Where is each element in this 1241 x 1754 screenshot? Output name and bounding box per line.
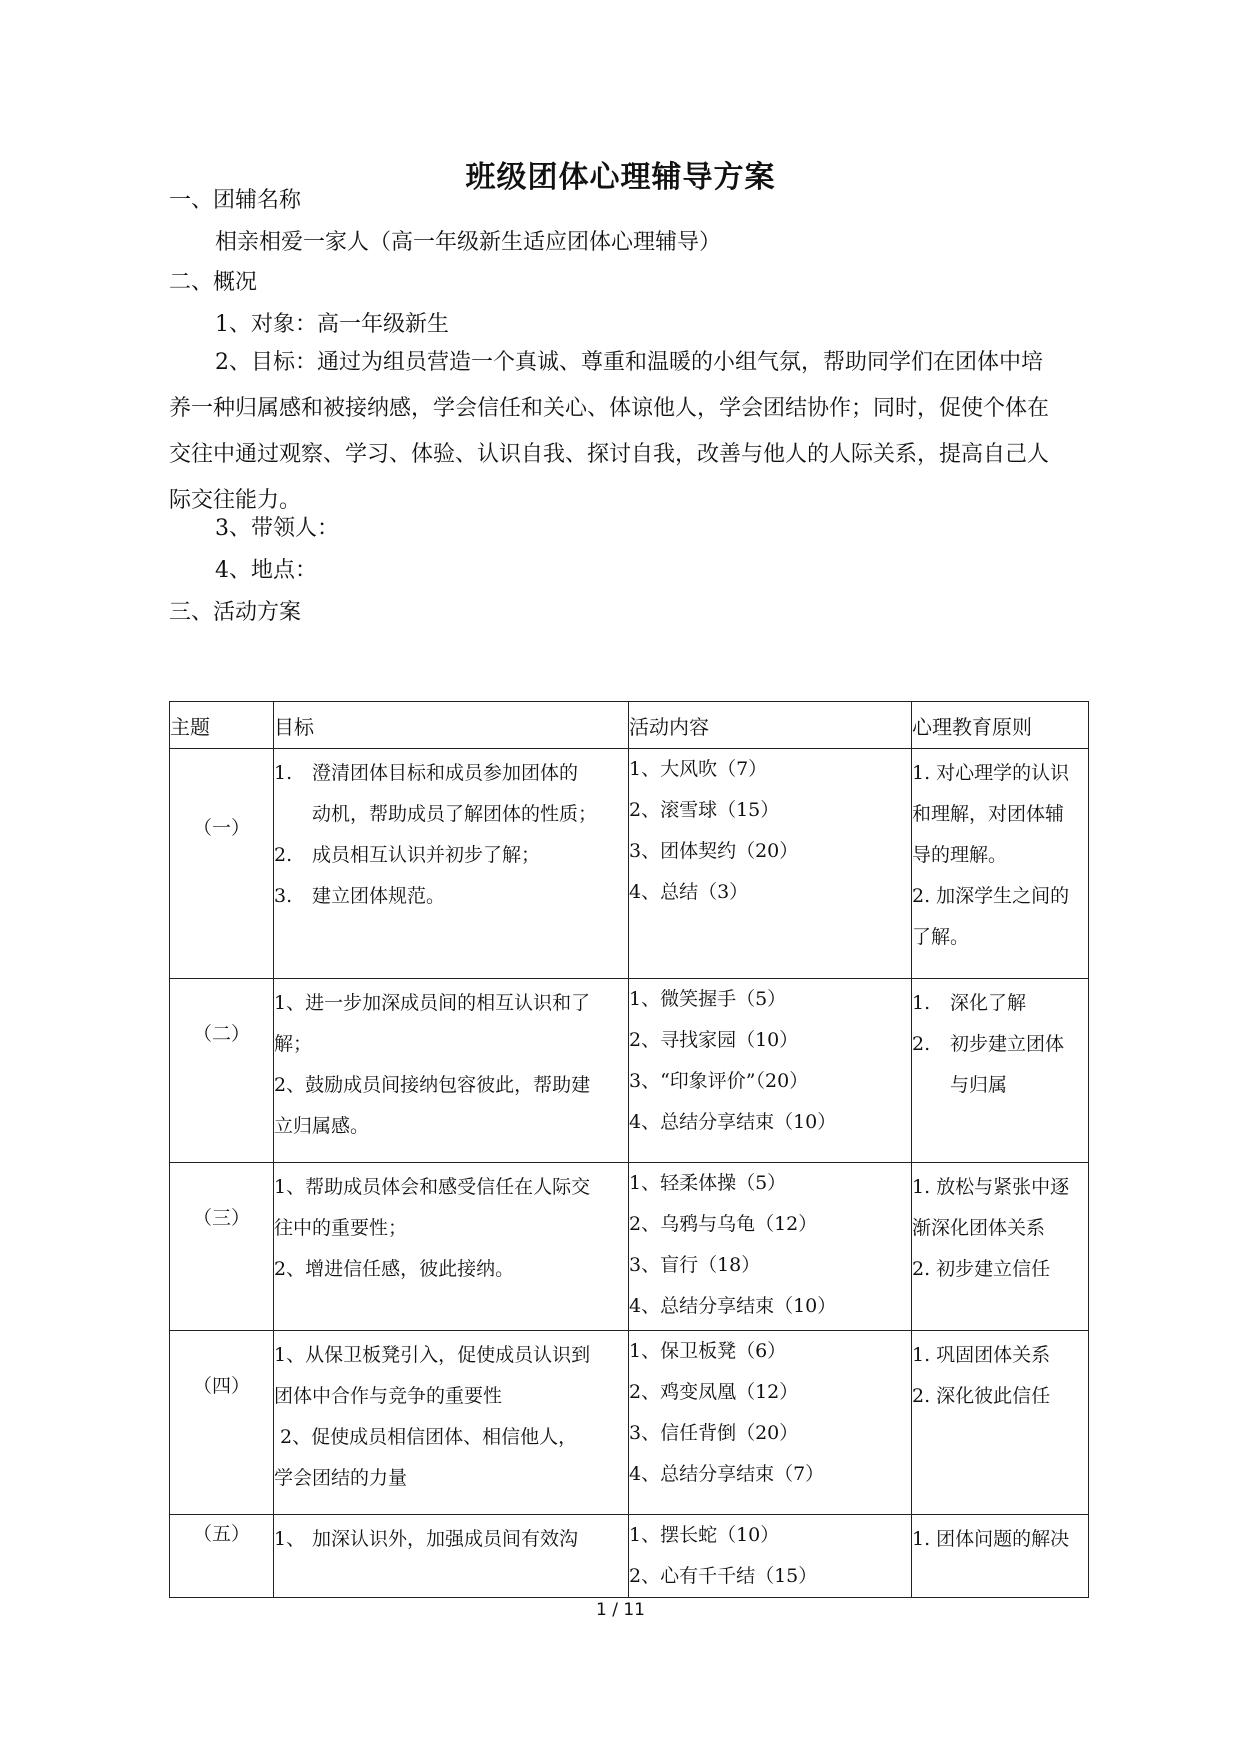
activities-cell bbox=[629, 749, 912, 979]
principles-cell bbox=[912, 749, 1089, 979]
goal-number: 2. bbox=[274, 844, 293, 866]
principles-cell bbox=[912, 1331, 1089, 1515]
activity-item: 1、轻柔体操（5） bbox=[629, 1172, 787, 1194]
activity-item: 4、总结分享结束（7） bbox=[629, 1463, 825, 1485]
activity-item: 2、鸡变凤凰（12） bbox=[629, 1381, 799, 1403]
principle-line: 1. 放松与紧张中逐 bbox=[912, 1176, 1070, 1198]
activity-item: 4、总结（3） bbox=[629, 881, 749, 903]
goal-text: 2、鼓励成员间接纳包容彼此，帮助建 bbox=[274, 1074, 591, 1096]
document-title: 班级团体心理辅导方案 bbox=[465, 160, 776, 195]
activities-cell bbox=[629, 1163, 912, 1331]
goal-text: 解； bbox=[274, 1033, 313, 1055]
principles-cell bbox=[912, 1515, 1089, 1598]
goal-number: 1. bbox=[274, 762, 293, 784]
activities-cell bbox=[629, 979, 912, 1163]
principles-cell bbox=[912, 1163, 1089, 1331]
table-row bbox=[170, 1331, 1089, 1515]
principle-line: 2. 初步建立信任 bbox=[912, 1258, 1051, 1280]
goals-cell bbox=[274, 979, 629, 1163]
activity-item: 2、乌鸦与乌龟（12） bbox=[629, 1213, 818, 1235]
principle-line: 渐深化团体关系 bbox=[912, 1217, 1046, 1239]
activity-item: 4、总结分享结束（10） bbox=[629, 1295, 837, 1317]
principle-line: 2. 深化彼此信任 bbox=[912, 1385, 1051, 1407]
goal-text: 1、进一步加深成员间的相互认识和了 bbox=[274, 992, 591, 1014]
principle-line: 1. 巩固团体关系 bbox=[912, 1344, 1051, 1366]
goal-number: 3. bbox=[274, 885, 293, 907]
activity-item: 3、盲行（18） bbox=[629, 1254, 761, 1276]
goal-text: 立归属感。 bbox=[274, 1115, 370, 1137]
goals-cell bbox=[274, 1515, 629, 1598]
goal-text: 动机，帮助成员了解团体的性质； bbox=[312, 803, 598, 825]
table-header-row bbox=[170, 702, 1089, 749]
goal-number: 1、 bbox=[274, 1528, 306, 1550]
goal-text: 1、帮助成员体会和感受信任在人际交 bbox=[274, 1176, 591, 1198]
header-theme: 主题 bbox=[170, 702, 274, 749]
activity-item: 3、信任背倒（20） bbox=[629, 1422, 799, 1444]
theme-cell: （三） bbox=[170, 1163, 274, 1331]
page-number: 1 / 11 bbox=[596, 1600, 645, 1620]
activity-item: 3、团体契约（20） bbox=[629, 840, 799, 862]
principle-text: 初步建立团体 bbox=[950, 1033, 1065, 1055]
goals-cell bbox=[274, 749, 629, 979]
activity-item: 3、“印象评价”（20） bbox=[629, 1070, 809, 1092]
principles-cell bbox=[912, 979, 1089, 1163]
activities-cell bbox=[629, 1515, 912, 1598]
table-row bbox=[170, 979, 1089, 1163]
goal-text: 往中的重要性； bbox=[274, 1217, 408, 1239]
principle-text: 与归属 bbox=[950, 1074, 1008, 1096]
goal-text: 成员相互认识并初步了解； bbox=[312, 844, 541, 866]
section-2-heading: 二、概况 bbox=[169, 270, 258, 295]
goals-cell bbox=[274, 1163, 629, 1331]
theme-cell: （五） bbox=[170, 1515, 274, 1598]
overview-item-1: 1、对象：高一年级新生 bbox=[215, 312, 449, 337]
section-1-heading: 一、团辅名称 bbox=[169, 188, 302, 213]
activity-item: 2、滚雪球（15） bbox=[629, 799, 780, 821]
principle-line: 2. 加深学生之间的 bbox=[912, 885, 1070, 907]
activity-item: 1、大风吹（7） bbox=[629, 758, 768, 780]
activity-item: 1、摆长蛇（10） bbox=[629, 1524, 780, 1546]
overview-item-4: 4、地点： bbox=[215, 558, 317, 583]
goal-text: 澄清团体目标和成员参加团体的 bbox=[312, 762, 579, 784]
activity-item: 1、保卫板凳（6） bbox=[629, 1340, 787, 1362]
principle-line: 1. 对心理学的认识 bbox=[912, 762, 1070, 784]
principle-text: 深化了解 bbox=[950, 992, 1027, 1014]
goal-text: 1、从保卫板凳引入，促使成员认识到 bbox=[274, 1344, 591, 1366]
goal-text: 团体中合作与竞争的重要性 bbox=[274, 1385, 503, 1407]
overview-item-3: 3、带领人： bbox=[215, 516, 339, 541]
activity-item: 1、微笑握手（5） bbox=[629, 988, 787, 1010]
activity-item: 4、总结分享结束（10） bbox=[629, 1111, 837, 1133]
table-row bbox=[170, 1163, 1089, 1331]
theme-cell: （四） bbox=[170, 1331, 274, 1515]
principle-line: 导的理解。 bbox=[912, 844, 1008, 866]
section-3-heading: 三、活动方案 bbox=[169, 600, 302, 625]
activity-plan-table bbox=[169, 701, 1089, 1598]
activities-cell bbox=[629, 1331, 912, 1515]
goal-text: 2、促使成员相信团体、相信他人， bbox=[274, 1426, 578, 1448]
theme-cell: （二） bbox=[170, 979, 274, 1163]
header-activities: 活动内容 bbox=[629, 702, 912, 749]
activity-item: 2、心有千千结（15） bbox=[629, 1565, 818, 1587]
table-row bbox=[170, 749, 1089, 979]
table-row bbox=[170, 1515, 1089, 1598]
goal-text: 建立团体规范。 bbox=[312, 885, 446, 907]
activity-item: 2、寻找家园（10） bbox=[629, 1029, 799, 1051]
goals-cell bbox=[274, 1331, 629, 1515]
principle-number: 2. bbox=[912, 1033, 931, 1055]
principle-line: 1. 团体问题的解决 bbox=[912, 1528, 1070, 1550]
principle-number: 1. bbox=[912, 992, 931, 1014]
overview-item-2: 2、目标：通过为组员营造一个真诚、尊重和温暖的小组气氛，帮助同学们在团体中培养一种归属感和被接纳感，学会信任和关心、体谅他人，学会团结协作；同时，促使个体在交往中通过观察、学习、体验、认识自我、探讨自我，改善与他人的人际关系，提高自己人际交往能力。 bbox=[169, 350, 1050, 513]
goal-text: 学会团结的力量 bbox=[274, 1467, 408, 1489]
principle-line: 和理解，对团体辅 bbox=[912, 803, 1065, 825]
header-goals: 目标 bbox=[274, 702, 629, 749]
header-principles: 心理教育原则 bbox=[912, 702, 1089, 749]
section-1-text: 相亲相爱一家人（高一年级新生适应团体心理辅导） bbox=[215, 230, 722, 255]
goal-text: 2、增进信任感，彼此接纳。 bbox=[274, 1258, 515, 1280]
goal-text: 加深认识外，加强成员间有效沟 bbox=[312, 1528, 579, 1550]
principle-line: 了解。 bbox=[912, 926, 970, 948]
theme-cell: （一） bbox=[170, 749, 274, 979]
